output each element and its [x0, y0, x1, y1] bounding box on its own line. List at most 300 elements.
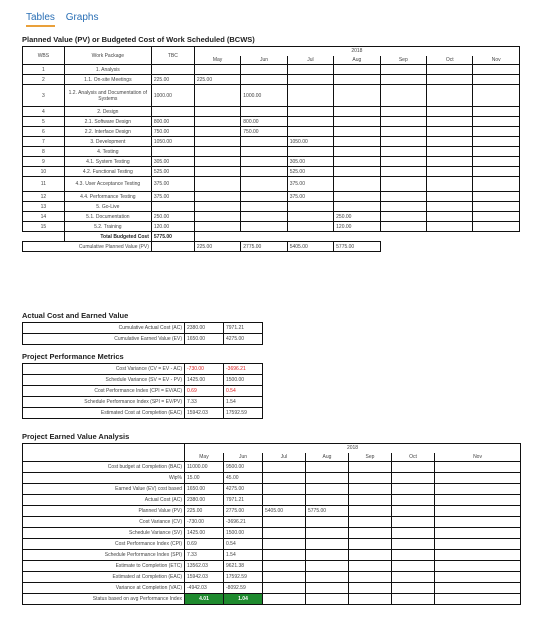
tbc-cell: 1000.00 — [151, 85, 194, 107]
month-value-cell — [194, 192, 240, 202]
month-value-cell — [287, 117, 333, 127]
performance-metrics-table — [22, 363, 263, 419]
metric-value: 0.54 — [224, 386, 263, 397]
month-value-cell — [380, 177, 426, 192]
metric-value: 45.00 — [224, 473, 263, 484]
month-value-cell — [380, 167, 426, 177]
metric-value — [392, 473, 435, 484]
metric-value: 9621.38 — [224, 561, 263, 572]
metric-value: 7.33 — [185, 397, 224, 408]
month-header: May — [185, 453, 224, 462]
month-value-cell — [194, 222, 240, 232]
month-value-cell — [473, 177, 520, 192]
cumulative-value: 5405.00 — [287, 242, 333, 252]
metric-label: Cumulative Earned Value (EV) — [23, 334, 185, 345]
metric-value — [392, 594, 435, 605]
metric-value — [349, 495, 392, 506]
month-value-cell — [194, 117, 240, 127]
work-package-cell: 4.1. System Testing — [64, 157, 151, 167]
metric-value — [306, 495, 349, 506]
metric-value: -3696.21 — [224, 364, 263, 375]
metric-value — [392, 572, 435, 583]
metric-value — [435, 594, 521, 605]
metric-value: 9500.00 — [224, 462, 263, 473]
wbs-cell: 14 — [23, 212, 65, 222]
metric-value — [263, 594, 306, 605]
month-value-cell — [334, 192, 380, 202]
cumulative-row — [23, 242, 520, 252]
work-package-cell: 3. Development — [64, 137, 151, 147]
month-value-cell — [380, 117, 426, 127]
metric-value — [435, 484, 521, 495]
table-row — [23, 202, 520, 212]
metric-value — [306, 528, 349, 539]
table-row — [23, 75, 520, 85]
month-value-cell — [380, 192, 426, 202]
metric-value — [392, 550, 435, 561]
month-value-cell — [194, 167, 240, 177]
wbs-cell: 13 — [23, 202, 65, 212]
metric-value — [392, 583, 435, 594]
month-value-cell — [287, 107, 333, 117]
table-row — [23, 127, 520, 137]
table-row — [23, 572, 521, 583]
metric-value — [435, 517, 521, 528]
metric-value: 2380.00 — [185, 495, 224, 506]
work-package-cell: 5.1. Documentation — [64, 212, 151, 222]
month-value-cell — [241, 107, 287, 117]
metric-value: -730.00 — [185, 517, 224, 528]
month-value-cell: 750.00 — [241, 127, 287, 137]
month-header: Oct — [392, 453, 435, 462]
month-value-cell — [334, 167, 380, 177]
month-value-cell — [334, 157, 380, 167]
month-value-cell — [427, 177, 473, 192]
month-value-cell — [427, 127, 473, 137]
tbc-cell: 375.00 — [151, 177, 194, 192]
metric-value — [349, 583, 392, 594]
month-value-cell — [473, 65, 520, 75]
tbc-cell: 1050.00 — [151, 137, 194, 147]
metric-value: 15.00 — [185, 473, 224, 484]
table-row — [23, 397, 263, 408]
table-row — [23, 157, 520, 167]
work-package-cell: 4.4. Performance Testing — [64, 192, 151, 202]
month-value-cell — [380, 85, 426, 107]
metric-value: 5405.00 — [263, 506, 306, 517]
month-value-cell — [194, 127, 240, 137]
tbc-cell — [151, 65, 194, 75]
month-value-cell — [427, 85, 473, 107]
table-row — [23, 506, 521, 517]
tbc-cell — [151, 202, 194, 212]
month-value-cell — [287, 85, 333, 107]
work-package-cell: 2. Design — [64, 107, 151, 117]
view-tabs — [26, 12, 106, 27]
wbs-cell: 5 — [23, 117, 65, 127]
month-value-cell — [287, 212, 333, 222]
month-value-cell — [380, 147, 426, 157]
metric-value — [263, 572, 306, 583]
metric-value: 2380.00 — [185, 323, 224, 334]
month-value-cell — [427, 192, 473, 202]
metric-label: Wip% — [23, 473, 185, 484]
metric-value — [392, 539, 435, 550]
metric-value — [306, 594, 349, 605]
month-value-cell — [380, 212, 426, 222]
metric-value: -8092.59 — [224, 583, 263, 594]
month-value-cell — [380, 202, 426, 212]
metric-label: Cost Performance Index (CPI = EV/AC) — [23, 386, 185, 397]
month-value-cell — [427, 117, 473, 127]
month-header: Oct — [427, 56, 473, 65]
wbs-cell: 3 — [23, 85, 65, 107]
metric-value — [263, 495, 306, 506]
tbc-cell: 250.00 — [151, 212, 194, 222]
month-value-cell — [473, 212, 520, 222]
work-package-cell: 4. Testing — [64, 147, 151, 157]
month-value-cell — [334, 75, 380, 85]
month-value-cell — [380, 222, 426, 232]
metric-value: 11000.00 — [185, 462, 224, 473]
table-row — [23, 177, 520, 192]
month-header: Sep — [349, 453, 392, 462]
cumulative-value — [427, 242, 473, 252]
metric-value — [435, 572, 521, 583]
month-value-cell — [241, 202, 287, 212]
metric-value: 1650.00 — [185, 334, 224, 345]
metric-value — [306, 517, 349, 528]
tbc-cell — [151, 147, 194, 157]
month-value-cell — [287, 222, 333, 232]
month-value-cell — [473, 75, 520, 85]
metric-label: Estimated Cost at Completion (EAC) — [23, 408, 185, 419]
month-value-cell — [194, 147, 240, 157]
month-value-cell — [241, 212, 287, 222]
table-row — [23, 107, 520, 117]
metric-value — [306, 462, 349, 473]
metric-value: 2775.00 — [224, 506, 263, 517]
table-row — [23, 117, 520, 127]
header-row — [23, 47, 520, 56]
metric-value: 1650.00 — [185, 484, 224, 495]
ppm-section-title: Project Performance Metrics — [22, 352, 124, 361]
metric-value — [392, 495, 435, 506]
wbs-cell: 6 — [23, 127, 65, 137]
work-package-cell: 1.2. Analysis and Documentation of Systems — [64, 85, 151, 107]
wbs-cell: 10 — [23, 167, 65, 177]
month-value-cell — [241, 65, 287, 75]
metric-value: 17592.59 — [224, 408, 263, 419]
month-value-cell — [473, 167, 520, 177]
metric-value: 1500.00 — [224, 528, 263, 539]
wbs-cell: 1 — [23, 65, 65, 75]
metric-label: Cost budget at Completion (BAC) — [23, 462, 185, 473]
month-header: Aug — [306, 453, 349, 462]
metric-value — [349, 594, 392, 605]
metric-value — [349, 539, 392, 550]
month-value-cell — [334, 107, 380, 117]
blank-cell — [23, 444, 185, 462]
month-value-cell — [334, 137, 380, 147]
month-value-cell — [334, 202, 380, 212]
month-value-cell — [380, 65, 426, 75]
wbs-cell: 7 — [23, 137, 65, 147]
month-value-cell — [194, 137, 240, 147]
table-row — [23, 462, 521, 473]
month-header: Sep — [380, 56, 426, 65]
metric-value: 7971.21 — [224, 495, 263, 506]
metric-label: Estimate to Completion (ETC) — [23, 561, 185, 572]
tbc-cell: 525.00 — [151, 167, 194, 177]
metric-value — [263, 528, 306, 539]
month-value-cell — [380, 127, 426, 137]
table-row — [23, 364, 263, 375]
month-value-cell — [194, 177, 240, 192]
tbc-cell: 750.00 — [151, 127, 194, 137]
month-value-cell — [380, 107, 426, 117]
metric-value — [392, 517, 435, 528]
earned-value-analysis-table — [22, 443, 521, 605]
metric-value — [349, 550, 392, 561]
metric-value — [306, 583, 349, 594]
metric-value — [306, 561, 349, 572]
month-value-cell — [427, 107, 473, 117]
metric-label: Estimated at Completion (EAC) — [23, 572, 185, 583]
metric-value — [349, 517, 392, 528]
month-value-cell — [334, 127, 380, 137]
metric-value: 5775.00 — [306, 506, 349, 517]
table-row — [23, 484, 521, 495]
metric-value — [306, 572, 349, 583]
year-header: 2018 — [185, 444, 521, 453]
metric-value — [349, 484, 392, 495]
metric-value — [263, 462, 306, 473]
month-value-cell — [241, 147, 287, 157]
tbc-cell: 305.00 — [151, 157, 194, 167]
metric-value — [392, 561, 435, 572]
metric-value — [392, 506, 435, 517]
metric-value: 7971.21 — [224, 323, 263, 334]
month-value-cell — [241, 177, 287, 192]
month-value-cell — [334, 147, 380, 157]
cumulative-value: 2775.00 — [241, 242, 287, 252]
table-row — [23, 386, 263, 397]
table-row — [23, 137, 520, 147]
month-value-cell — [287, 202, 333, 212]
month-value-cell: 375.00 — [287, 177, 333, 192]
metric-value: 1.54 — [224, 397, 263, 408]
table-row — [23, 85, 520, 107]
month-header: Jun — [224, 453, 263, 462]
table-row — [23, 375, 263, 386]
month-value-cell — [287, 147, 333, 157]
metric-value: 17592.59 — [224, 572, 263, 583]
work-package-cell: 2.2. Interface Design — [64, 127, 151, 137]
month-value-cell — [427, 202, 473, 212]
month-value-cell — [334, 65, 380, 75]
month-value-cell — [473, 157, 520, 167]
tbc-cell: 800.00 — [151, 117, 194, 127]
table-row — [23, 517, 521, 528]
metric-value — [306, 473, 349, 484]
metric-label: Schedule Variance (SV) — [23, 528, 185, 539]
planned-value-table — [22, 46, 520, 252]
month-value-cell — [427, 65, 473, 75]
metric-label: Actual Cost (AC) — [23, 495, 185, 506]
month-value-cell — [334, 85, 380, 107]
month-value-cell — [334, 117, 380, 127]
metric-value: 1425.00 — [185, 528, 224, 539]
metric-value — [435, 550, 521, 561]
month-value-cell — [380, 137, 426, 147]
metric-value — [435, 528, 521, 539]
col-header-tbc: TBC — [151, 47, 194, 65]
status-badge: 1.04 — [224, 594, 263, 605]
total-row — [23, 232, 520, 242]
metric-label: Earned Value (EV) cost based — [23, 484, 185, 495]
col-header-wbs: WBS — [23, 47, 65, 65]
month-value-cell — [241, 222, 287, 232]
table-row — [23, 212, 520, 222]
metric-value: 4275.00 — [224, 484, 263, 495]
month-value-cell — [194, 202, 240, 212]
month-value-cell — [427, 222, 473, 232]
month-value-cell — [473, 107, 520, 117]
metric-label: Variance at Completion (VAC) — [23, 583, 185, 594]
table-row — [23, 147, 520, 157]
month-value-cell — [194, 85, 240, 107]
wbs-cell: 8 — [23, 147, 65, 157]
month-value-cell — [427, 137, 473, 147]
month-value-cell — [473, 137, 520, 147]
metric-value — [392, 484, 435, 495]
tbc-cell: 120.00 — [151, 222, 194, 232]
table-row — [23, 550, 521, 561]
month-value-cell — [380, 75, 426, 85]
metric-label: Status based on avg Performance Index — [23, 594, 185, 605]
metric-value: 13562.03 — [185, 561, 224, 572]
metric-value — [263, 517, 306, 528]
metric-value: 0.69 — [185, 539, 224, 550]
metric-value: 1.54 — [224, 550, 263, 561]
wbs-cell: 11 — [23, 177, 65, 192]
month-value-cell: 305.00 — [287, 157, 333, 167]
metric-value — [263, 473, 306, 484]
work-package-cell: 4.2. Functional Testing — [64, 167, 151, 177]
month-value-cell — [427, 157, 473, 167]
month-value-cell — [473, 127, 520, 137]
metric-value: 15942.03 — [185, 572, 224, 583]
metric-label: Schedule Performance Index (SPI) — [23, 550, 185, 561]
cumulative-value: 225.00 — [194, 242, 240, 252]
blank-cell — [23, 232, 65, 242]
month-value-cell — [241, 75, 287, 85]
month-value-cell: 225.00 — [194, 75, 240, 85]
metric-value: 7.33 — [185, 550, 224, 561]
month-header: May — [194, 56, 240, 65]
wbs-cell: 15 — [23, 222, 65, 232]
metric-value: 0.54 — [224, 539, 263, 550]
metric-value — [435, 506, 521, 517]
month-value-cell — [194, 65, 240, 75]
month-value-cell — [287, 75, 333, 85]
wbs-cell: 4 — [23, 107, 65, 117]
table-row — [23, 528, 521, 539]
actual-cost-table — [22, 322, 263, 345]
month-value-cell — [380, 157, 426, 167]
metric-value: -3696.21 — [224, 517, 263, 528]
table-row — [23, 473, 521, 484]
blank-cell — [194, 232, 519, 242]
metric-value — [349, 528, 392, 539]
metric-value — [435, 473, 521, 484]
metric-value — [263, 484, 306, 495]
table-row — [23, 334, 263, 345]
work-package-cell: 1.1. On-site Meetings — [64, 75, 151, 85]
year-header: 2018 — [194, 47, 519, 56]
cumulative-value — [473, 242, 520, 252]
table-row — [23, 192, 520, 202]
table-row — [23, 408, 263, 419]
table-row — [23, 323, 263, 334]
metric-value — [263, 550, 306, 561]
metric-value — [306, 539, 349, 550]
metric-value — [435, 495, 521, 506]
work-package-cell: 5.2. Training — [64, 222, 151, 232]
month-value-cell — [473, 147, 520, 157]
month-value-cell: 800.00 — [241, 117, 287, 127]
metric-value: 4275.00 — [224, 334, 263, 345]
cumulative-label: Cumulative Planned Value (PV) — [23, 242, 152, 252]
month-value-cell — [473, 222, 520, 232]
month-header: Nov — [435, 453, 521, 462]
metric-value — [435, 583, 521, 594]
tab-graphs[interactable]: Graphs — [65, 12, 99, 23]
month-value-cell: 375.00 — [287, 192, 333, 202]
metric-value — [435, 539, 521, 550]
work-package-cell: 2.1. Software Design — [64, 117, 151, 127]
cumulative-value — [380, 242, 426, 252]
work-package-cell: 4.3. User Acceptance Testing — [64, 177, 151, 192]
wbs-cell: 2 — [23, 75, 65, 85]
ac-section-title: Actual Cost and Earned Value — [22, 311, 129, 320]
month-value-cell — [473, 85, 520, 107]
metric-value — [349, 506, 392, 517]
tbc-cell: 225.00 — [151, 75, 194, 85]
tab-tables[interactable]: Tables — [26, 12, 55, 27]
table-row — [23, 222, 520, 232]
month-value-cell — [473, 192, 520, 202]
metric-value — [435, 462, 521, 473]
month-value-cell — [241, 157, 287, 167]
month-value-cell — [473, 202, 520, 212]
month-value-cell: 120.00 — [334, 222, 380, 232]
month-value-cell — [427, 167, 473, 177]
col-header-work-package: Work Package — [64, 47, 151, 65]
eva-section-title: Project Earned Value Analysis — [22, 432, 130, 441]
table-row — [23, 167, 520, 177]
metric-value — [349, 572, 392, 583]
month-value-cell: 525.00 — [287, 167, 333, 177]
pv-section-title: Planned Value (PV) or Budgeted Cost of Work Scheduled (BCWS) — [22, 35, 255, 44]
month-value-cell — [427, 147, 473, 157]
table-row — [23, 583, 521, 594]
metric-value: -730.00 — [185, 364, 224, 375]
month-header: Jul — [263, 453, 306, 462]
month-value-cell — [194, 157, 240, 167]
metric-value — [349, 462, 392, 473]
